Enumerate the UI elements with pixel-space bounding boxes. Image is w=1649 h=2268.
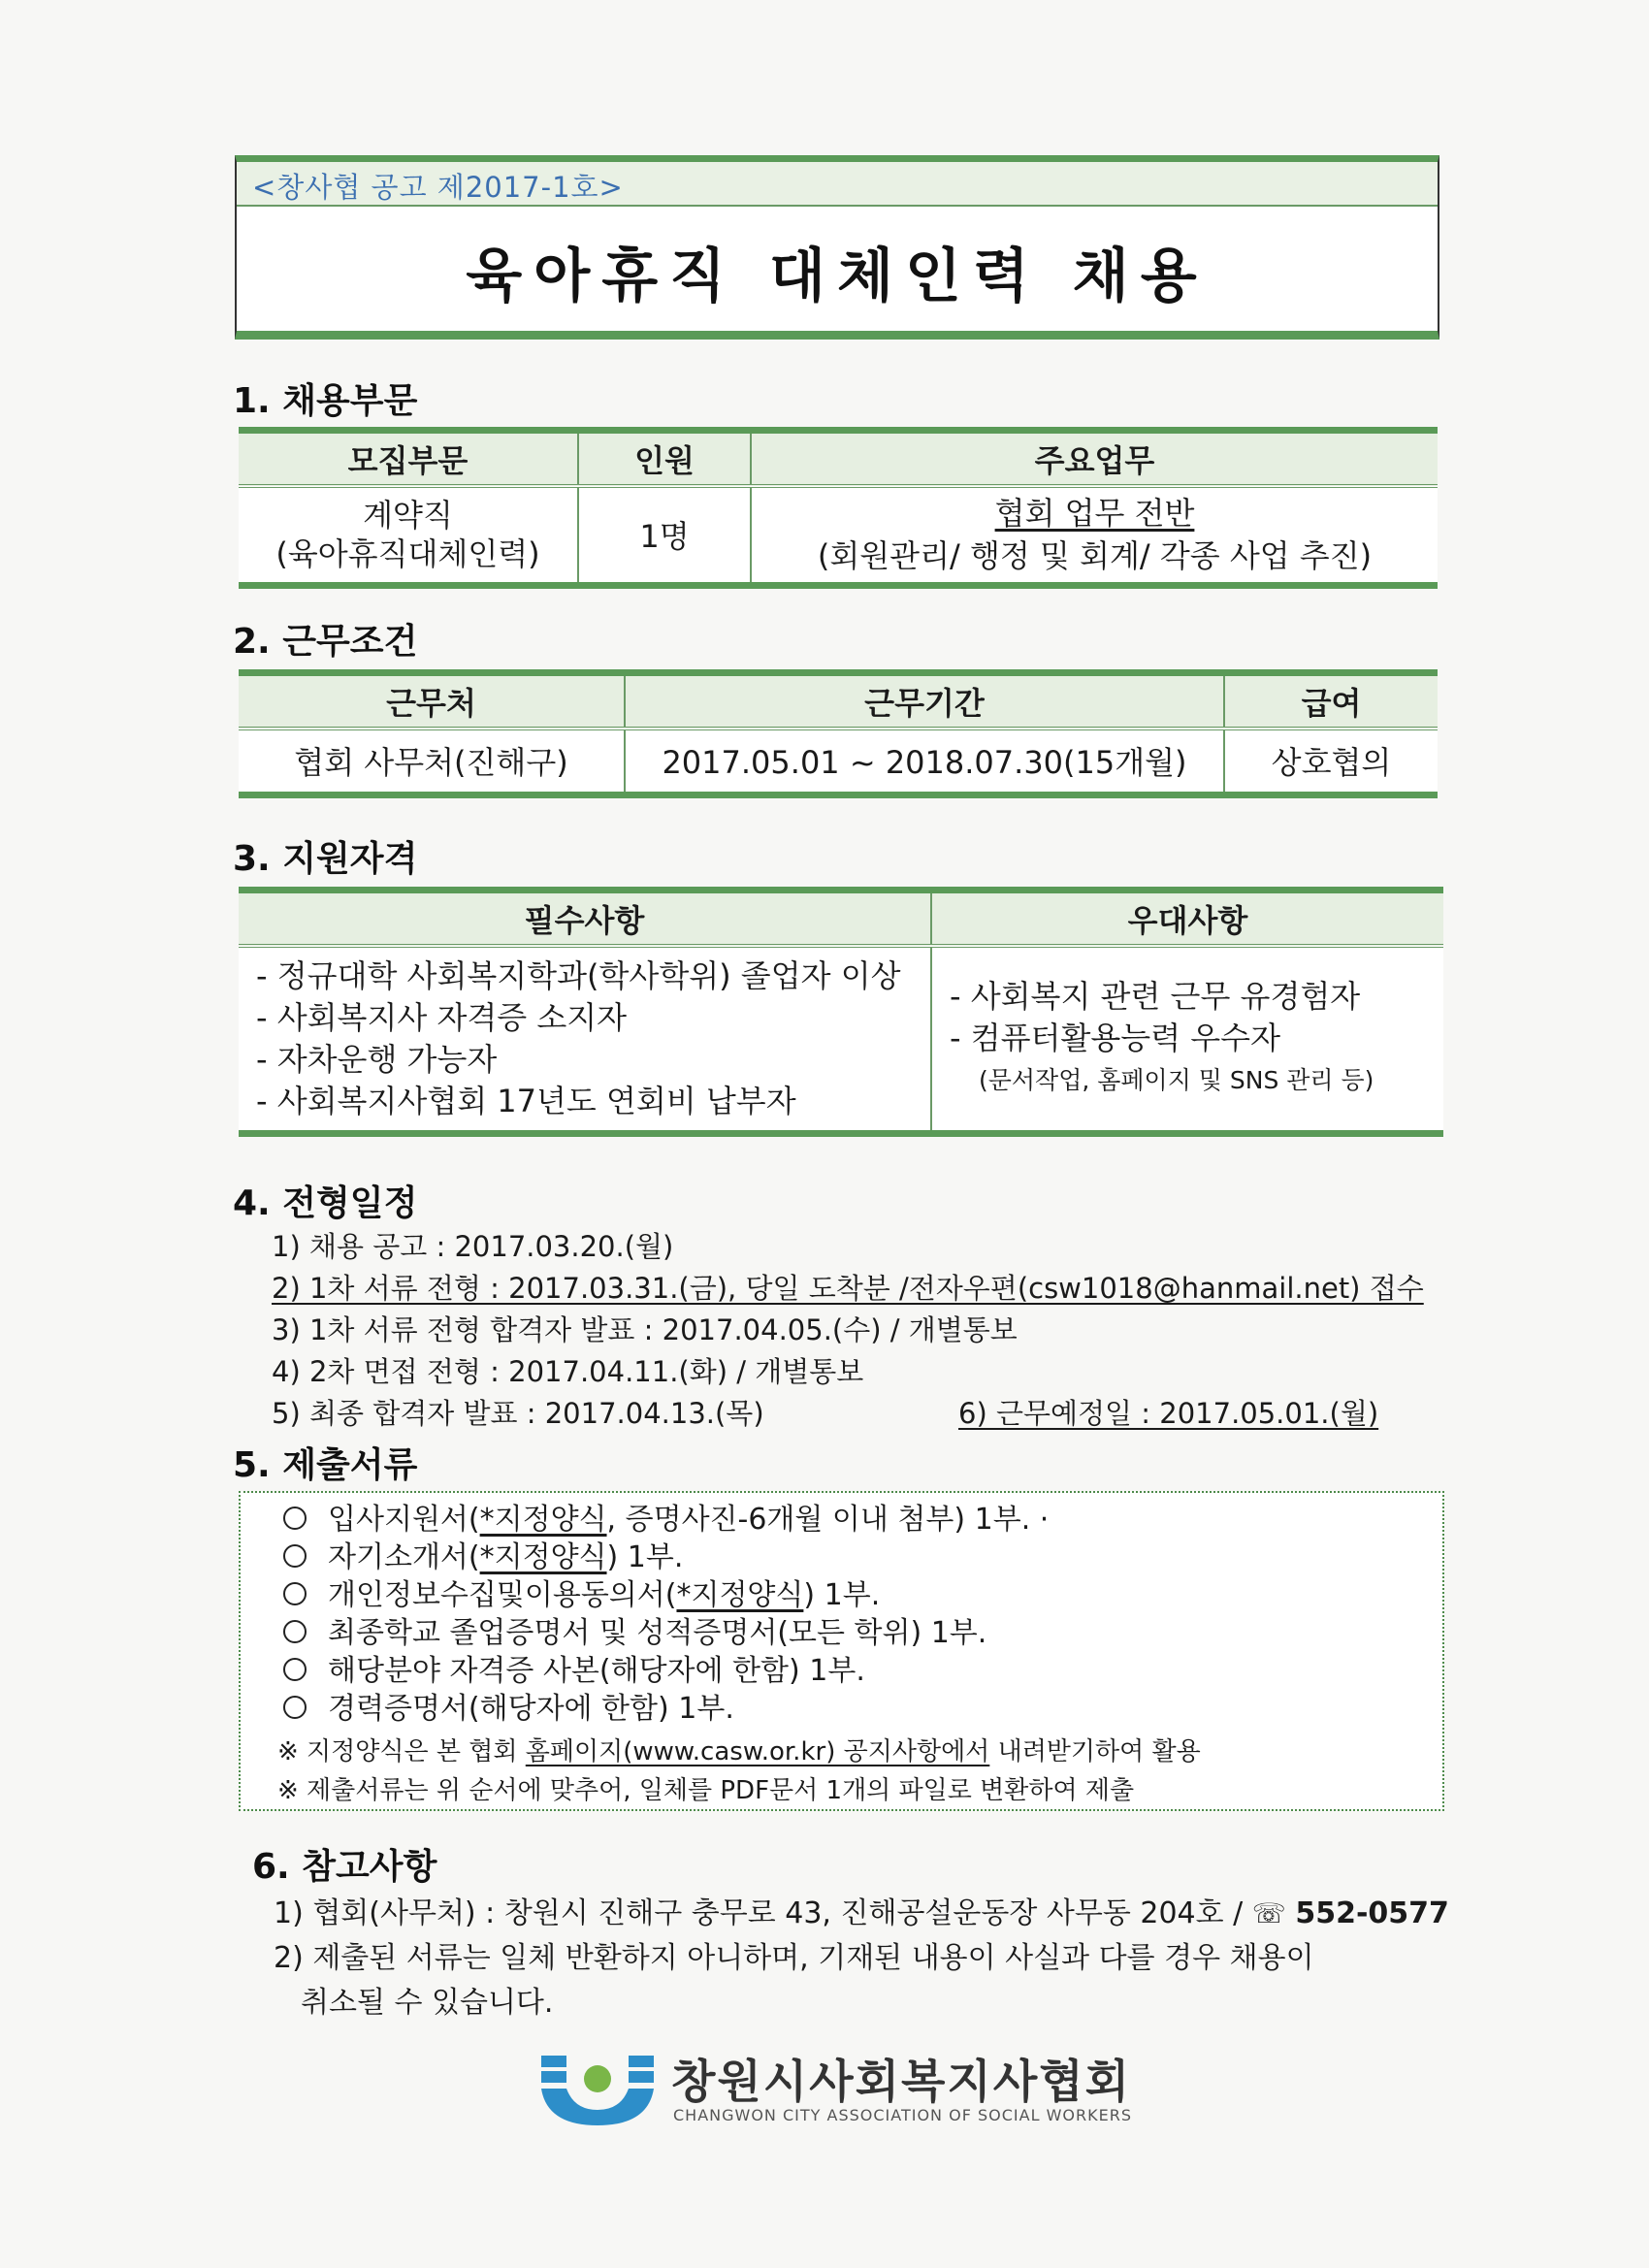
column-header: 우대사항 <box>931 891 1443 947</box>
schedule-item: 4) 2차 면접 전형 : 2017.04.11.(화) / 개별통보 <box>272 1355 864 1388</box>
circle-bullet-icon <box>283 1658 307 1681</box>
table-cell: 협회 사무처(진해구) <box>239 729 625 794</box>
conditions-table <box>239 669 1438 798</box>
section-title-qualifications: 3. 지원자격 <box>233 839 418 879</box>
homepage-link[interactable]: 홈페이지(www.casw.or.kr) 공지사항에서 <box>525 1737 990 1766</box>
reference-item-continued: 취소될 수 있습니다. <box>301 1986 554 2020</box>
preferred-note: (문서작업, 홈페이지 및 SNS 관리 등) <box>979 1066 1374 1095</box>
duty-line: (회원관리/ 행정 및 회계/ 각종 사업 추진) <box>817 537 1373 575</box>
documents-notes <box>277 1733 1201 1810</box>
note-item: ※ 제출서류는 위 순서에 맞추어, 일체를 PDF문서 1개의 파일로 변환하여 제출 <box>277 1776 1135 1805</box>
association-name: 창원시사회복지사협회 <box>671 2056 1132 2109</box>
section-title-conditions: 2. 근무조건 <box>233 622 418 662</box>
column-header: 필수사항 <box>239 891 931 947</box>
column-header: 모집부문 <box>239 431 578 487</box>
schedule-item-start-date: 6) 근무예정일 : 2017.05.01.(월) <box>958 1397 1379 1430</box>
table-header-row <box>239 673 1438 729</box>
dept-line: (육아휴직대체인력) <box>275 535 540 573</box>
table-cell: 상호협의 <box>1224 729 1438 794</box>
column-header: 근무처 <box>239 673 625 729</box>
preferred-list <box>931 946 1443 1133</box>
association-emblem-icon <box>541 2050 654 2127</box>
list-item: 자기소개서(*지정양식) 1부. <box>283 1539 1049 1576</box>
schedule-item: 5) 최종 합격자 발표 : 2017.04.13.(목) <box>272 1397 764 1430</box>
table-row <box>239 486 1438 585</box>
documents-box <box>239 1491 1444 1811</box>
dept-line: 계약직 <box>363 497 453 535</box>
header-band <box>237 162 1438 207</box>
list-item: - 사회복지사협회 17년도 연회비 납부자 <box>256 1082 796 1119</box>
list-item: 개인정보수집및이용동의서(*지정양식) 1부. <box>283 1576 1049 1614</box>
table-cell <box>239 486 578 585</box>
table-header-row <box>239 891 1443 947</box>
circle-bullet-icon <box>283 1620 307 1643</box>
list-item: 최종학교 졸업증명서 및 성적증명서(모든 학위) 1부. <box>283 1614 1049 1652</box>
documents-list <box>283 1501 1049 1728</box>
association-logo <box>541 2050 1143 2127</box>
section-title-recruitment: 1. 채용부문 <box>233 381 418 421</box>
reference-item: 2) 제출된 서류는 일체 반환하지 아니하며, 기재된 내용이 사실과 다를 경우 채용이 <box>274 1941 1314 1975</box>
duty-line: 협회 업무 전반 <box>994 495 1195 533</box>
circle-bullet-icon <box>283 1696 307 1719</box>
table-cell: 1명 <box>578 486 751 585</box>
table-cell <box>751 486 1438 585</box>
schedule-item: 2) 1차 서류 전형 : 2017.03.31.(금), 당일 도착분 /전자우편(csw1018@hanmail.net) 접수 <box>272 1272 1424 1305</box>
page-title: 육아휴직 대체인력 채용 <box>466 243 1209 310</box>
list-item: 해당분야 자격증 사본(해당자에 한함) 1부. <box>283 1652 1049 1690</box>
circle-bullet-icon <box>283 1544 307 1568</box>
schedule-item: 1) 채용 공고 : 2017.03.20.(월) <box>272 1230 674 1263</box>
column-header: 주요업무 <box>751 431 1438 487</box>
table-row <box>239 946 1443 1133</box>
column-header: 인원 <box>578 431 751 487</box>
list-item: - 사회복지사 자격증 소지자 <box>256 998 628 1036</box>
circle-bullet-icon <box>283 1582 307 1605</box>
list-item: 경력증명서(해당자에 한함) 1부. <box>283 1690 1049 1728</box>
phone-icon: ☏ <box>1251 1897 1286 1929</box>
list-item: - 정규대학 사회복지학과(학사학위) 졸업자 이상 <box>256 956 901 994</box>
table-cell: 2017.05.01 ~ 2018.07.30(15개월) <box>625 729 1224 794</box>
section-title-documents: 5. 제출서류 <box>233 1445 418 1485</box>
section-title-schedule: 4. 전형일정 <box>233 1183 418 1223</box>
table-header-row <box>239 431 1438 487</box>
phone-number: 552-0577 <box>1295 1896 1449 1930</box>
list-item: - 컴퓨터활용능력 우수자 <box>950 1020 1281 1057</box>
table-row <box>239 729 1438 794</box>
section-title-references: 6. 참고사항 <box>252 1847 437 1887</box>
column-header: 급여 <box>1224 673 1438 729</box>
qualifications-table <box>239 887 1443 1137</box>
circle-bullet-icon <box>283 1507 307 1530</box>
references-list <box>274 1892 1449 2025</box>
required-list <box>239 946 931 1133</box>
column-header: 근무기간 <box>625 673 1224 729</box>
list-item: 입사지원서(*지정양식, 증명사진-6개월 이내 첨부) 1부. · <box>283 1501 1049 1539</box>
notice-number: <창사협 공고 제2017-1호> <box>252 171 624 204</box>
reference-item: 1) 협회(사무처) : 창원시 진해구 충무로 43, 진해공설운동장 사무동 204호 / ☏ 552-0577 <box>274 1896 1449 1930</box>
recruitment-table <box>239 427 1438 589</box>
header-box <box>235 155 1439 340</box>
list-item: - 사회복지 관련 근무 유경험자 <box>950 978 1361 1016</box>
note-item: ※ 지정양식은 본 협회 홈페이지(www.casw.or.kr) 공지사항에서 내려받기하여 활용 <box>277 1737 1201 1766</box>
association-name-english: CHANGWON CITY ASSOCIATION OF SOCIAL WORKERS <box>673 2106 1132 2124</box>
list-item: - 자차운행 가능자 <box>256 1040 498 1078</box>
schedule-item: 3) 1차 서류 전형 합격자 발표 : 2017.04.05.(수) / 개별통보 <box>272 1313 1018 1346</box>
